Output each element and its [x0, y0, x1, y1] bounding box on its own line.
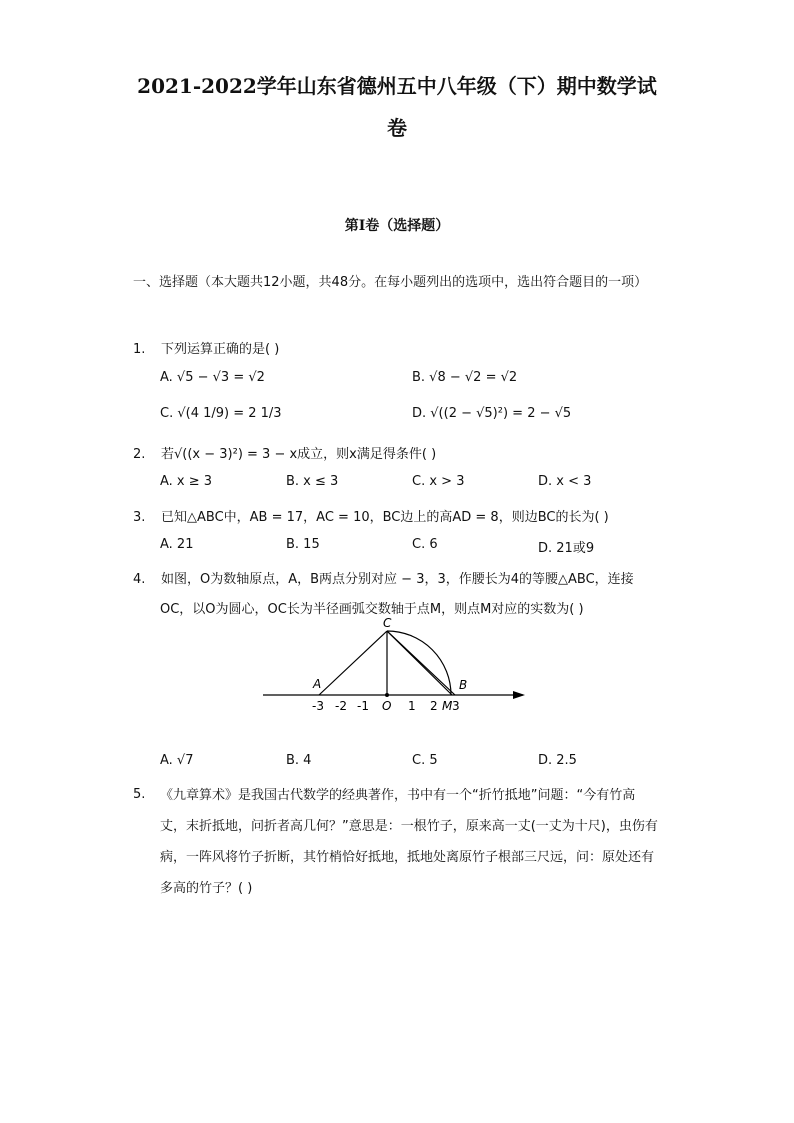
question-text: 下列运算正确的是( ) — [161, 342, 280, 357]
q4-option-d: D. 2.5 — [538, 753, 577, 768]
q3-option-b: B. 15 — [286, 537, 320, 552]
q4-option-b: B. 4 — [286, 753, 312, 768]
question-text: 已知△ABC中，AB = 17，AC = 10，BC边上的高AD = 8，则边BC的长为( ) — [161, 510, 609, 525]
q3-option-a: A. 21 — [160, 537, 194, 552]
q3-option-d: D. 21或9 — [538, 541, 595, 556]
question-text-line1: 如图，O为数轴原点，A，B两点分别对应 − 3，3，作腰长为4的等腰△ABC，连接 — [161, 572, 634, 587]
question-4 — [133, 568, 634, 587]
question-number: 4. — [133, 572, 146, 587]
label-a: A — [313, 677, 322, 691]
exam-title-line1: 2021-2022学年山东省德州五中八年级（下）期中数学试 — [137, 74, 657, 98]
question-4-line2: OC，以O为圆心，OC长为半径画弧交数轴于点M，则点M对应的实数为( ) — [160, 602, 584, 617]
question-text: 若√((x − 3)²) = 3 − x成立，则x满足得条件( ) — [161, 447, 437, 462]
q2-option-a: A. x ≥ 3 — [160, 474, 213, 489]
question-2 — [133, 443, 436, 462]
question-1 — [133, 338, 279, 357]
question-number: 3. — [133, 510, 146, 525]
label-c: C — [383, 616, 392, 630]
number-line-figure — [255, 615, 535, 725]
tick-label: -3 — [312, 699, 324, 713]
segment-ac — [319, 631, 387, 695]
tick-label: 3 — [452, 699, 460, 713]
q2-option-b: B. x ≤ 3 — [286, 474, 339, 489]
tick-label: -1 — [357, 699, 369, 713]
origin-dot — [385, 693, 389, 697]
label-m: M — [442, 699, 453, 713]
section-heading: 一、选择题（本大题共12小题，共48分。在每小题列出的选项中，选出符合题目的一项） — [133, 275, 648, 290]
q1-option-c: C. √(4 1/9) = 2 1/3 — [160, 406, 282, 421]
label-b: B — [459, 678, 468, 692]
q1-option-b: B. √8 − √2 = √2 — [412, 370, 518, 385]
question-number: 1. — [133, 342, 146, 357]
question-number: 5. — [133, 787, 146, 802]
tick-label: 1 — [408, 699, 416, 713]
question-number: 2. — [133, 447, 146, 462]
exam-title-line2: 卷 — [387, 116, 407, 140]
tick-label: 2 — [430, 699, 438, 713]
question-5-text: 《九章算术》是我国古代数学的经典著作，书中有一个“折竹抵地”问题：“今有竹高丈，末折抵地，问折者高几何？”意思是：一根竹子，原来高一丈(一丈为十尺)，虫伤有病，一阵风将竹子折断，其竹梢恰好抵地，抵地处离原竹子根部三尺远，问：原处还有多高的竹子？( ) — [160, 788, 658, 896]
q2-option-d: D. x < 3 — [538, 474, 592, 489]
q1-option-d: D. √((2 − √5)²) = 2 − √5 — [412, 406, 572, 421]
axis-arrow-icon — [513, 691, 525, 699]
q4-option-c: C. 5 — [412, 753, 438, 768]
q2-option-c: C. x > 3 — [412, 474, 465, 489]
label-o: O — [382, 699, 392, 713]
q4-option-a: A. √7 — [160, 753, 194, 768]
q3-option-c: C. 6 — [412, 537, 438, 552]
tick-label: -2 — [335, 699, 347, 713]
volume-heading: 第I卷（选择题） — [344, 218, 450, 234]
question-3 — [133, 506, 609, 525]
q1-option-a: A. √5 − √3 = √2 — [160, 370, 265, 385]
